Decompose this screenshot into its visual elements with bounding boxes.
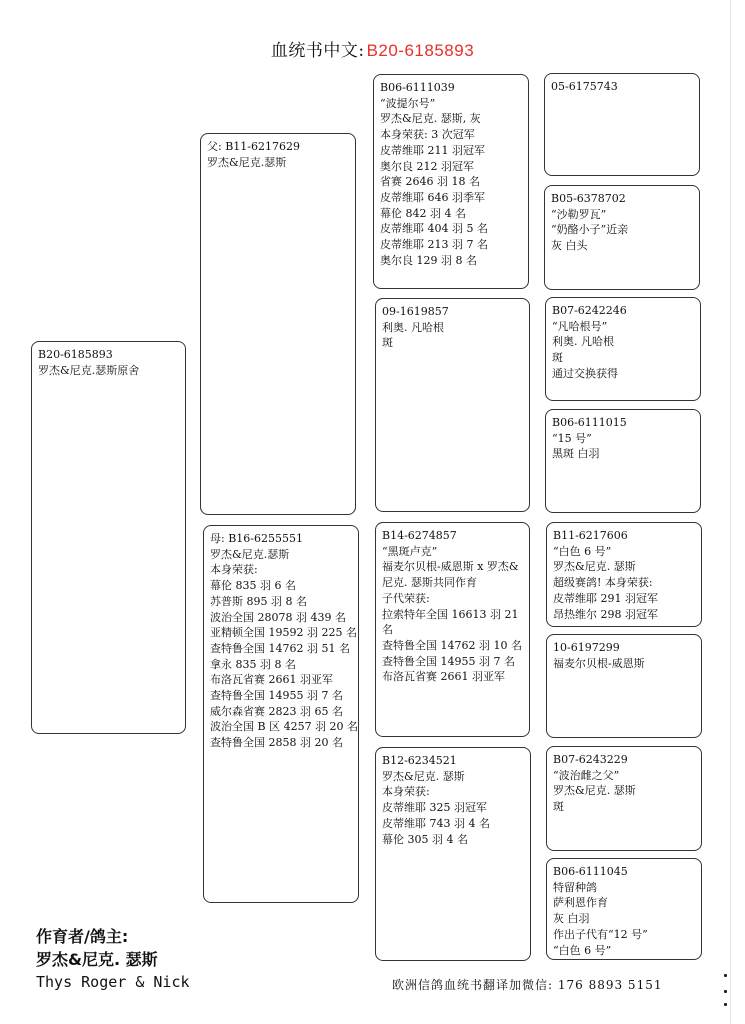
pedigree-line: 灰 白羽	[553, 912, 590, 926]
pedigree-line: 特留种鸽	[553, 880, 597, 894]
pedigree-line: 布洛瓦省赛 2661 羽亚军	[382, 670, 505, 684]
ring-number: 05-6175743	[551, 80, 618, 93]
pedigree-line: 皮蒂维耶 211 羽冠军	[380, 143, 485, 157]
pedigree-line: 威尔森省赛 2823 羽 65 名	[210, 704, 343, 718]
ggp-box-7	[546, 746, 702, 851]
title-ring-number: B20-6185893	[366, 41, 475, 60]
pedigree-line: 罗杰&尼克. 瑟斯	[382, 769, 465, 783]
pedigree-line: 罗杰&尼克. 瑟斯	[553, 560, 636, 574]
pedigree-line: 皮蒂维耶 743 羽 4 名	[382, 816, 490, 830]
pedigree-line: “凡哈根号”	[552, 319, 608, 333]
pedigree-line: 奥尔良 212 羽冠军	[380, 159, 474, 173]
pedigree-line: “波提尔号”	[380, 96, 436, 110]
ggp-box-1	[544, 73, 700, 176]
pedigree-line: 罗杰&尼克. 瑟斯	[553, 784, 636, 798]
ggp-box-2	[544, 185, 700, 290]
pedigree-line: 子代荣获:	[382, 591, 430, 605]
pedigree-line: 斑	[382, 336, 393, 350]
pedigree-line: 昂热维尔 298 羽冠军	[553, 607, 658, 621]
ring-number: 父: B11-6217629	[207, 140, 300, 153]
pedigree-line: 幕伦 835 羽 6 名	[210, 579, 296, 593]
pedigree-line: 尼克. 瑟斯共同作育	[382, 576, 477, 590]
pedigree-line: 斑	[553, 800, 564, 814]
ring-number: 09-1619857	[382, 305, 449, 318]
pedigree-line: 皮蒂维耶 404 羽 5 名	[380, 222, 488, 236]
ring-number: B06-6111039	[380, 81, 455, 94]
dam-dam-box	[375, 747, 531, 961]
breeder-block	[36, 925, 190, 994]
pedigree-line: 皮蒂维耶 646 羽季军	[380, 190, 485, 204]
pedigree-line: 利奥. 凡哈根	[552, 335, 614, 349]
pedigree-line: 名	[382, 623, 393, 637]
edge-mark	[724, 1003, 727, 1006]
pedigree-line: “白色 6 号”	[553, 544, 612, 558]
pedigree-line: 波治全国 B 区 4257 羽 20 名	[210, 720, 359, 734]
ring-number: 母: B16-6255551	[210, 532, 303, 545]
pedigree-line: 通过交换获得	[552, 366, 618, 380]
ring-number: B06-6111015	[552, 416, 627, 429]
pedigree-line: 福麦尔贝根-威恩斯	[553, 656, 645, 670]
ring-number: B07-6243229	[553, 753, 628, 766]
ring-number: B20-6185893	[38, 348, 113, 361]
dam-box	[203, 525, 359, 903]
ring-number: B14-6274857	[382, 529, 457, 542]
breeder-name-en: Thys Roger & Nick	[36, 973, 190, 991]
pedigree-line: 灰 白头	[551, 239, 588, 253]
sire-sire-box	[373, 74, 529, 289]
pedigree-line: 萨利恩作育	[553, 896, 608, 910]
pedigree-line: 皮蒂维耶 291 羽冠军	[553, 591, 658, 605]
pedigree-line: 波治全国 28078 羽 439 名	[210, 610, 346, 624]
sire-dam-box	[375, 298, 530, 512]
edge-mark	[724, 990, 727, 993]
pedigree-line: 利奥. 凡哈根	[382, 320, 444, 334]
dam-sire-box	[375, 522, 530, 737]
ring-number: B05-6378702	[551, 192, 626, 205]
pedigree-line: 皮蒂维耶 325 羽冠军	[382, 801, 487, 815]
page-title	[0, 36, 745, 61]
ggp-box-4	[545, 409, 701, 513]
title-prefix: 血统书中文:	[270, 41, 365, 61]
pedigree-line: 本身荣获: 3 次冠军	[380, 128, 475, 142]
ring-number: B11-6217606	[553, 529, 628, 542]
pedigree-line: 本身荣获:	[382, 785, 430, 799]
pedigree-line: 拉索特年全国 16613 羽 21	[382, 607, 519, 621]
pedigree-line: 罗杰&尼克.瑟斯原舍	[38, 363, 140, 377]
ring-number: B07-6242246	[552, 304, 627, 317]
pedigree-line: 皮蒂维耶 213 羽 7 名	[380, 238, 488, 252]
ring-number: B12-6234521	[382, 754, 457, 767]
breeder-name-cn: 罗杰&尼克. 瑟斯	[36, 950, 158, 969]
pedigree-line: 罗杰&尼克.瑟斯	[210, 547, 290, 561]
ggp-box-3	[545, 297, 701, 401]
pedigree-line: “奶酪小子”近亲	[551, 223, 629, 237]
pedigree-line: 黑斑 白羽	[552, 447, 600, 461]
pedigree-line: 查特鲁全国 14955 羽 7 名	[210, 689, 343, 703]
ggp-box-8	[546, 858, 702, 960]
ring-number: B06-6111045	[553, 865, 628, 878]
pedigree-line: “沙勒罗瓦”	[551, 207, 607, 221]
pedigree-line: 幕伦 842 羽 4 名	[380, 206, 466, 220]
ring-number: 10-6197299	[553, 641, 620, 654]
pedigree-line: 查特鲁全国 14762 羽 10 名	[382, 638, 522, 652]
pedigree-line: 查特鲁全国 2858 羽 20 名	[210, 736, 343, 750]
pedigree-line: 亚精顿全国 19592 羽 225 名	[210, 626, 357, 640]
pedigree-line: “黑斑卢克”	[382, 544, 438, 558]
breeder-label: 作育者/鸽主:	[36, 927, 129, 946]
pedigree-line: “白色 6 号”	[553, 943, 612, 957]
pedigree-line: 斑	[552, 351, 563, 365]
pedigree-line: “15 号”	[552, 431, 592, 445]
pedigree-line: 拿永 835 羽 8 名	[210, 657, 296, 671]
pedigree-line: 奥尔良 129 羽 8 名	[380, 253, 477, 267]
pedigree-line: 幕伦 305 羽 4 名	[382, 832, 468, 846]
edge-mark	[724, 974, 727, 977]
pedigree-line: 本身荣获:	[210, 563, 258, 577]
sire-box	[200, 133, 356, 515]
pedigree-line: 查特鲁全国 14762 羽 51 名	[210, 641, 350, 655]
ggp-box-6	[546, 634, 702, 738]
translation-contact: 欧洲信鸽血统书翻译加微信: 176 8893 5151	[392, 978, 663, 992]
pedigree-line: 罗杰&尼克. 瑟斯, 灰	[380, 112, 481, 126]
pedigree-line: 作出子代有“12 号”	[553, 927, 648, 941]
pedigree-line: “波治雌之父”	[553, 768, 620, 782]
pedigree-line: 省赛 2646 羽 18 名	[380, 175, 480, 189]
page-edge	[730, 0, 731, 1024]
pedigree-line: 苏普斯 895 羽 8 名	[210, 594, 307, 608]
pedigree-line: 福麦尔贝根-威恩斯 x 罗杰&	[382, 560, 519, 574]
pedigree-line: 布洛瓦省赛 2661 羽亚军	[210, 673, 333, 687]
ggp-box-5	[546, 522, 702, 627]
subject-box	[31, 341, 186, 734]
pedigree-line: 查特鲁全国 14955 羽 7 名	[382, 654, 515, 668]
pedigree-line: 罗杰&尼克.瑟斯	[207, 155, 287, 169]
pedigree-line: 超级赛鸽! 本身荣获:	[553, 576, 653, 590]
